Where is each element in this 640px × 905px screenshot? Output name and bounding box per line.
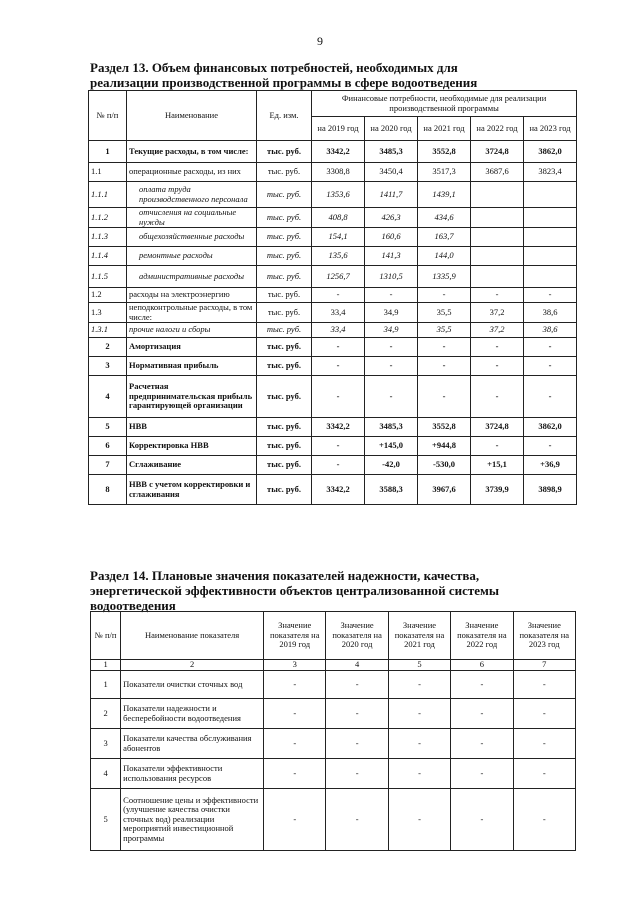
header-num: № п/п — [89, 91, 127, 141]
row-unit: тыс. руб. — [257, 437, 312, 456]
row-value: 38,6 — [524, 323, 577, 338]
row-value: 3342,2 — [312, 141, 365, 163]
row-value: 1439,1 — [418, 182, 471, 208]
row-value: - — [471, 376, 524, 418]
row-value: 408,8 — [312, 208, 365, 228]
row-value: - — [326, 699, 388, 729]
section-13-title-line: реализации производственной программы в сфере водоотведения — [90, 75, 478, 90]
row-value: -530,0 — [418, 456, 471, 475]
column-number: 2 — [121, 660, 264, 671]
table-row — [91, 789, 576, 851]
row-number: 8 — [89, 475, 127, 505]
row-name: операционные расходы, из них — [127, 163, 257, 182]
row-value: - — [451, 729, 513, 759]
row-value: 3517,3 — [418, 163, 471, 182]
table-row — [89, 418, 577, 437]
row-value: - — [513, 699, 575, 729]
row-value: - — [471, 437, 524, 456]
row-number: 1.1.5 — [89, 266, 127, 288]
row-value: 3862,0 — [524, 418, 577, 437]
row-value — [471, 266, 524, 288]
row-name: Сглаживание — [127, 456, 257, 475]
row-name: Показатели эффективности использования ресурсов — [121, 759, 264, 789]
row-value — [524, 247, 577, 266]
row-value: 135,6 — [312, 247, 365, 266]
indicators-table — [90, 611, 576, 851]
table-row — [89, 266, 577, 288]
row-number: 1.1.1 — [89, 182, 127, 208]
row-value: 3552,8 — [418, 141, 471, 163]
row-unit: тыс. руб. — [257, 163, 312, 182]
row-value: - — [365, 288, 418, 303]
row-number: 4 — [89, 376, 127, 418]
row-number: 5 — [91, 789, 121, 851]
table-row — [89, 303, 577, 323]
row-value: - — [326, 789, 388, 851]
row-name: Показатели качества обслуживания абонентов — [121, 729, 264, 759]
row-number: 2 — [91, 699, 121, 729]
row-number: 2 — [89, 338, 127, 357]
row-value: 3687,6 — [471, 163, 524, 182]
header-num: № п/п — [91, 612, 121, 660]
row-name: Соотношение цены и эффективности (улучшение качества очистки сточных вод) реализации мероприятий инвестиционной программы — [121, 789, 264, 851]
row-name: расходы на электроэнергию — [127, 288, 257, 303]
header-group: Финансовые потребности, необходимые для реализации производственной программы — [312, 91, 577, 117]
row-value: 35,5 — [418, 323, 471, 338]
row-value: - — [524, 376, 577, 418]
row-value: - — [312, 357, 365, 376]
header-unit: Ед. изм. — [257, 91, 312, 141]
row-value — [471, 182, 524, 208]
row-value: - — [365, 357, 418, 376]
row-value: - — [418, 288, 471, 303]
row-value: 141,3 — [365, 247, 418, 266]
row-value: 34,9 — [365, 303, 418, 323]
row-unit: тыс. руб. — [257, 475, 312, 505]
row-unit: тыс. руб. — [257, 141, 312, 163]
row-value: 3898,9 — [524, 475, 577, 505]
column-number: 5 — [388, 660, 450, 671]
table-row — [89, 182, 577, 208]
row-value: - — [264, 699, 326, 729]
row-value: 3485,3 — [365, 141, 418, 163]
row-number: 1.3.1 — [89, 323, 127, 338]
header-year: Значение показателя на 2019 год — [264, 612, 326, 660]
row-value: 35,5 — [418, 303, 471, 323]
row-value: - — [388, 729, 450, 759]
section-14-title-line: Раздел 14. Плановые значения показателей надежности, качества, — [90, 568, 480, 583]
row-name: прочие налоги и сборы — [127, 323, 257, 338]
row-value: -42,0 — [365, 456, 418, 475]
row-name: ремонтные расходы — [127, 247, 257, 266]
column-number: 4 — [326, 660, 388, 671]
row-value: 3342,2 — [312, 418, 365, 437]
row-number: 1.1.4 — [89, 247, 127, 266]
table-row — [89, 357, 577, 376]
row-name: отчисления на социальные нужды — [127, 208, 257, 228]
row-value: +944,8 — [418, 437, 471, 456]
row-value: 163,7 — [418, 228, 471, 247]
row-value: 33,4 — [312, 303, 365, 323]
table-row — [91, 759, 576, 789]
row-value: 1310,5 — [365, 266, 418, 288]
header-year: Значение показателя на 2022 год — [451, 612, 513, 660]
row-value — [471, 247, 524, 266]
row-value: 3552,8 — [418, 418, 471, 437]
table-row — [89, 208, 577, 228]
row-value: - — [418, 357, 471, 376]
row-value: - — [388, 699, 450, 729]
row-number: 1.3 — [89, 303, 127, 323]
row-value: - — [524, 288, 577, 303]
section-14-title — [90, 568, 576, 613]
table-row — [89, 228, 577, 247]
row-value: - — [524, 437, 577, 456]
row-value: - — [524, 338, 577, 357]
row-value — [524, 266, 577, 288]
header-year: на 2021 год — [418, 117, 471, 141]
page-number: 9 — [317, 34, 323, 48]
row-value: - — [312, 376, 365, 418]
row-value: - — [524, 357, 577, 376]
section-13-title-line: Раздел 13. Объем финансовых потребностей, необходимых для — [90, 60, 458, 75]
row-value: - — [451, 671, 513, 699]
row-name: Нормативная прибыль — [127, 357, 257, 376]
row-value: - — [451, 759, 513, 789]
column-number: 6 — [451, 660, 513, 671]
row-unit: тыс. руб. — [257, 456, 312, 475]
row-value: 3862,0 — [524, 141, 577, 163]
financial-needs-body — [89, 141, 577, 505]
row-unit: тыс. руб. — [257, 357, 312, 376]
row-number: 1 — [89, 141, 127, 163]
row-value: - — [418, 338, 471, 357]
row-value: 144,0 — [418, 247, 471, 266]
row-number: 1.1.2 — [89, 208, 127, 228]
row-name: Амортизация — [127, 338, 257, 357]
section-14-title-line: энергетической эффективности объектов централизованной системы — [90, 583, 500, 598]
row-value: 3485,3 — [365, 418, 418, 437]
row-value: - — [264, 671, 326, 699]
row-name: неподконтрольные расходы, в том числе: — [127, 303, 257, 323]
row-value: - — [326, 671, 388, 699]
row-number: 1.1.3 — [89, 228, 127, 247]
row-value: 3724,8 — [471, 418, 524, 437]
row-number: 3 — [91, 729, 121, 759]
row-value: - — [471, 357, 524, 376]
column-number: 7 — [513, 660, 575, 671]
row-value: - — [471, 288, 524, 303]
table-row — [89, 247, 577, 266]
row-value: 1335,9 — [418, 266, 471, 288]
row-value: +15,1 — [471, 456, 524, 475]
row-value: 3342,2 — [312, 475, 365, 505]
row-value: - — [326, 729, 388, 759]
row-value: 33,4 — [312, 323, 365, 338]
indicators-body — [91, 671, 576, 851]
row-value: 3588,3 — [365, 475, 418, 505]
table-row — [91, 699, 576, 729]
row-value: 3450,4 — [365, 163, 418, 182]
row-value: - — [264, 789, 326, 851]
row-value: 37,2 — [471, 303, 524, 323]
column-number: 3 — [264, 660, 326, 671]
row-unit: тыс. руб. — [257, 288, 312, 303]
row-number: 1.2 — [89, 288, 127, 303]
row-value: - — [312, 456, 365, 475]
row-name: общехозяйственные расходы — [127, 228, 257, 247]
row-value: 160,6 — [365, 228, 418, 247]
header-year: Значение показателя на 2023 год — [513, 612, 575, 660]
row-value: - — [312, 338, 365, 357]
row-value: 1411,7 — [365, 182, 418, 208]
header-year: на 2019 год — [312, 117, 365, 141]
row-value: 1256,7 — [312, 266, 365, 288]
header-year: на 2020 год — [365, 117, 418, 141]
row-value: 3823,4 — [524, 163, 577, 182]
row-value: - — [312, 288, 365, 303]
table-row — [91, 729, 576, 759]
row-value: 426,3 — [365, 208, 418, 228]
row-unit: тыс. руб. — [257, 228, 312, 247]
row-name: оплата труда производственного персонала — [127, 182, 257, 208]
row-name: НВВ с учетом корректировки и сглаживания — [127, 475, 257, 505]
row-value — [471, 228, 524, 247]
row-value: 434,6 — [418, 208, 471, 228]
row-number: 7 — [89, 456, 127, 475]
row-unit: тыс. руб. — [257, 182, 312, 208]
row-value: 34,9 — [365, 323, 418, 338]
row-unit: тыс. руб. — [257, 338, 312, 357]
row-value: 3967,6 — [418, 475, 471, 505]
row-value: - — [312, 437, 365, 456]
row-unit: тыс. руб. — [257, 247, 312, 266]
row-number: 1.1 — [89, 163, 127, 182]
header-year: Значение показателя на 2021 год — [388, 612, 450, 660]
row-unit: тыс. руб. — [257, 266, 312, 288]
row-value — [524, 208, 577, 228]
row-value: - — [388, 789, 450, 851]
row-value: - — [451, 699, 513, 729]
table-row — [89, 163, 577, 182]
row-value: - — [388, 671, 450, 699]
header-year: на 2023 год — [524, 117, 577, 141]
row-number: 5 — [89, 418, 127, 437]
row-value — [524, 182, 577, 208]
row-value: - — [388, 759, 450, 789]
table-row — [89, 437, 577, 456]
row-value: - — [513, 729, 575, 759]
column-number: 1 — [91, 660, 121, 671]
row-value: 3739,9 — [471, 475, 524, 505]
table-row — [89, 141, 577, 163]
row-name: Расчетная предпринимательская прибыль гарантирующей организации — [127, 376, 257, 418]
row-value: - — [513, 789, 575, 851]
row-value: - — [513, 671, 575, 699]
row-unit: тыс. руб. — [257, 376, 312, 418]
row-value — [524, 228, 577, 247]
header-year: Значение показателя на 2020 год — [326, 612, 388, 660]
row-name: административные расходы — [127, 266, 257, 288]
row-value: - — [513, 759, 575, 789]
row-value: - — [264, 759, 326, 789]
financial-needs-table — [88, 90, 577, 505]
row-unit: тыс. руб. — [257, 418, 312, 437]
table-row — [89, 288, 577, 303]
row-value: 38,6 — [524, 303, 577, 323]
row-value: +145,0 — [365, 437, 418, 456]
row-value: - — [326, 759, 388, 789]
row-value — [471, 208, 524, 228]
row-value: - — [418, 376, 471, 418]
row-value: - — [365, 338, 418, 357]
row-value: - — [471, 338, 524, 357]
table-row — [89, 338, 577, 357]
row-value: - — [365, 376, 418, 418]
section-13-title — [90, 60, 576, 90]
row-unit: тыс. руб. — [257, 208, 312, 228]
row-number: 3 — [89, 357, 127, 376]
header-name: Наименование — [127, 91, 257, 141]
header-year: на 2022 год — [471, 117, 524, 141]
row-value: 37,2 — [471, 323, 524, 338]
row-unit: тыс. руб. — [257, 303, 312, 323]
row-name: НВВ — [127, 418, 257, 437]
row-value: 3308,8 — [312, 163, 365, 182]
header-name: Наименование показателя — [121, 612, 264, 660]
row-unit: тыс. руб. — [257, 323, 312, 338]
row-number: 1 — [91, 671, 121, 699]
row-number: 4 — [91, 759, 121, 789]
table-row — [89, 475, 577, 505]
row-number: 6 — [89, 437, 127, 456]
table-row — [89, 376, 577, 418]
row-value: 3724,8 — [471, 141, 524, 163]
row-name: Показатели очистки сточных вод — [121, 671, 264, 699]
row-value: - — [264, 729, 326, 759]
row-name: Показатели надежности и бесперебойности водоотведения — [121, 699, 264, 729]
row-value: - — [451, 789, 513, 851]
row-value: +36,9 — [524, 456, 577, 475]
table-row — [89, 456, 577, 475]
row-name: Корректировка НВВ — [127, 437, 257, 456]
table-row — [89, 323, 577, 338]
section-14-title-line: водоотведения — [90, 598, 176, 613]
row-value: 1353,6 — [312, 182, 365, 208]
row-name: Текущие расходы, в том числе: — [127, 141, 257, 163]
table-row — [91, 671, 576, 699]
row-value: 154,1 — [312, 228, 365, 247]
